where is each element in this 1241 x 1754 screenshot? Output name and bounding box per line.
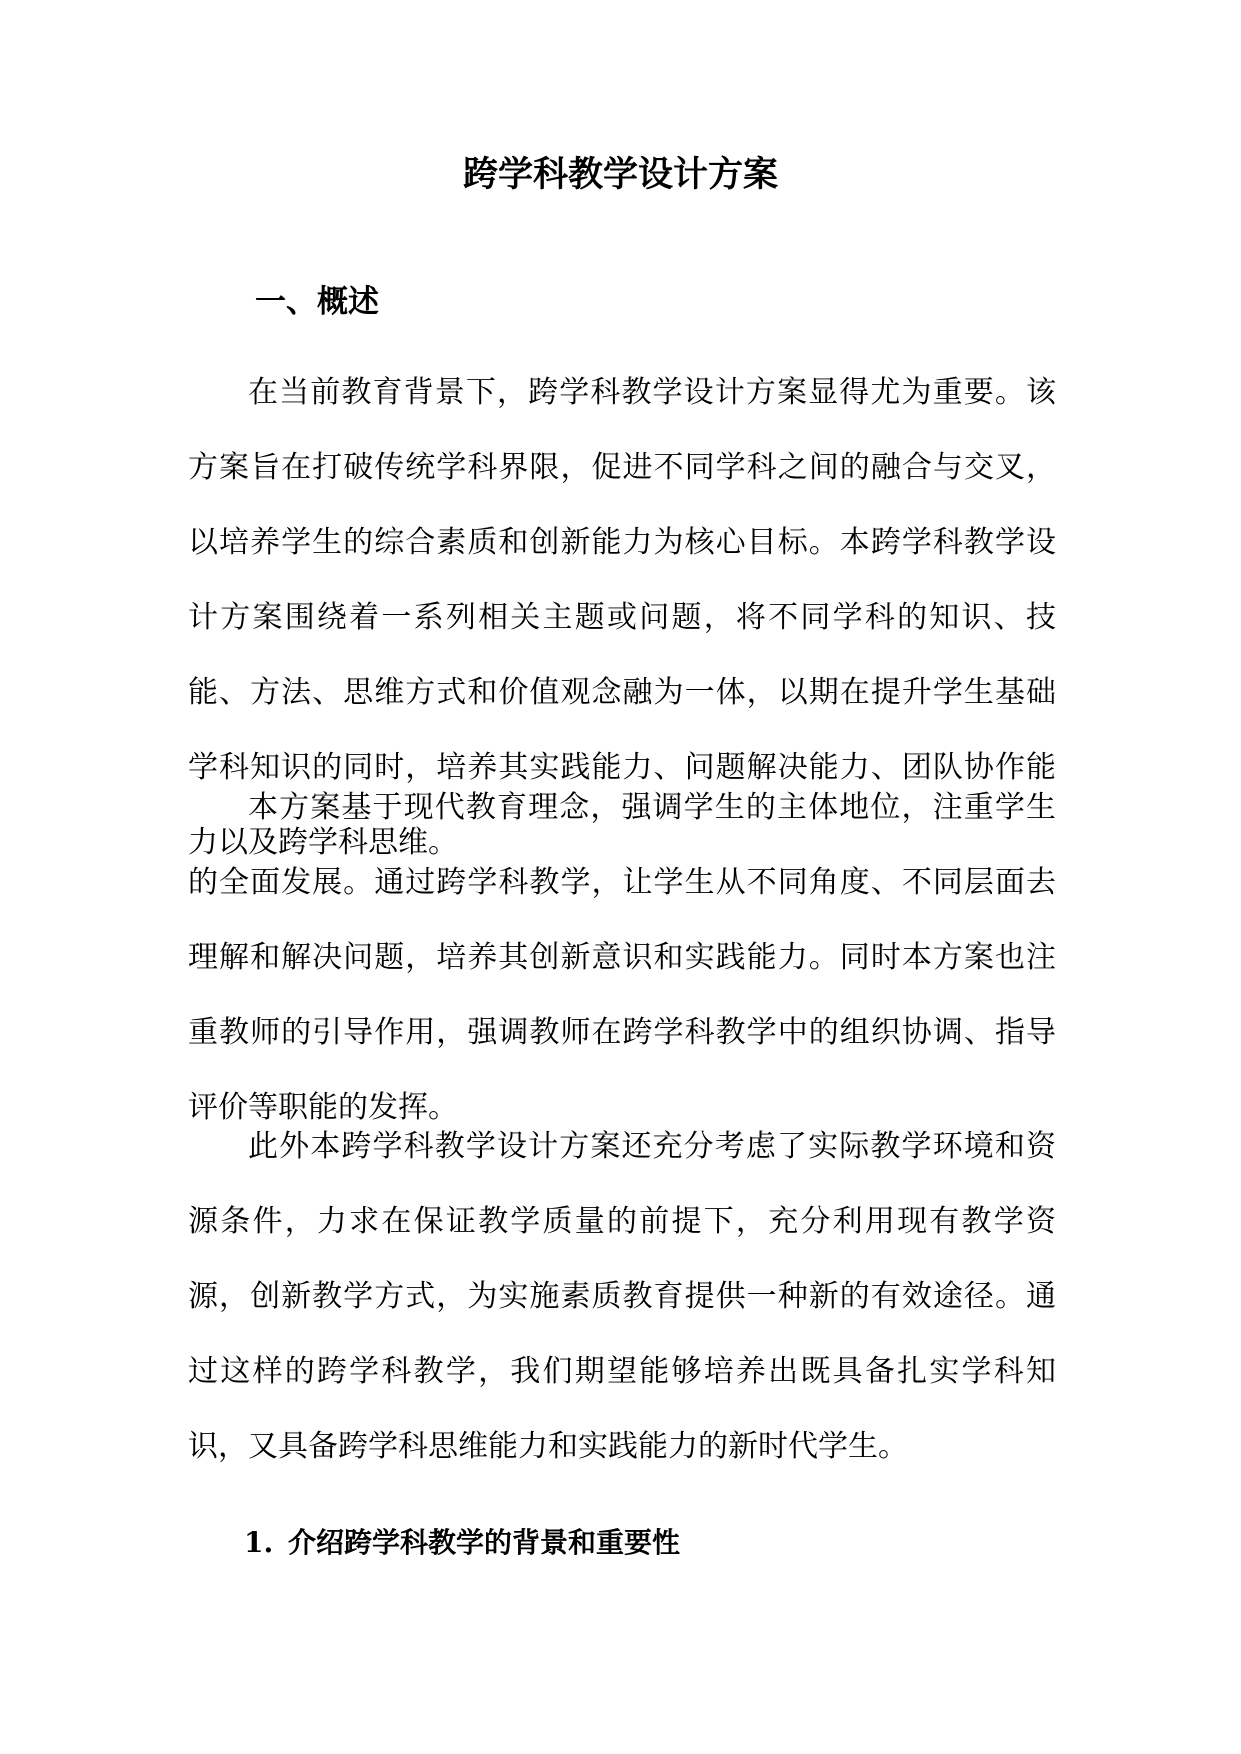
paragraph-2: 本方案基于现代教育理念，强调学生的主体地位，注重学生的全面发展。通过跨学科教学，让学生从不同角度、不同层面去理解和解决问题，培养其创新意识和实践能力。同时本方案也注重教师的引导作用，强调教师在跨学科教学中的组织协调、指导评价等职能的发挥。 <box>188 790 1056 1125</box>
subsection-heading-1 <box>244 1519 680 1567</box>
subsection-title: 介绍跨学科教学的背景和重要性 <box>288 1526 681 1559</box>
paragraph-1: 在当前教育背景下，跨学科教学设计方案显得尤为重要。该方案旨在打破传统学科界限，促进不同学科之间的融合与交叉，以培养学生的综合素质和创新能力为核心目标。本跨学科教学设计方案围绕着一系列相关主题或问题，将不同学科的知识、技能、方法、思维方式和价值观念融为一体，以期在提升学生基础学科知识的同时，培养其实践能力、问题解决能力、团队协作能力以及跨学科思维。 <box>188 375 1056 860</box>
subsection-number: 1. <box>244 1526 274 1559</box>
document-title: 跨学科教学设计方案 <box>462 154 778 195</box>
section-heading-overview: 一、概述 <box>255 284 379 320</box>
paragraph-3: 此外本跨学科教学设计方案还充分考虑了实际教学环境和资源条件，力求在保证教学质量的前提下，充分利用现有教学资源，创新教学方式，为实施素质教育提供一种新的有效途径。通过这样的跨学科教学，我们期望能够培养出既具备扎实学科知识，又具备跨学科思维能力和实践能力的新时代学生。 <box>188 1129 1056 1464</box>
